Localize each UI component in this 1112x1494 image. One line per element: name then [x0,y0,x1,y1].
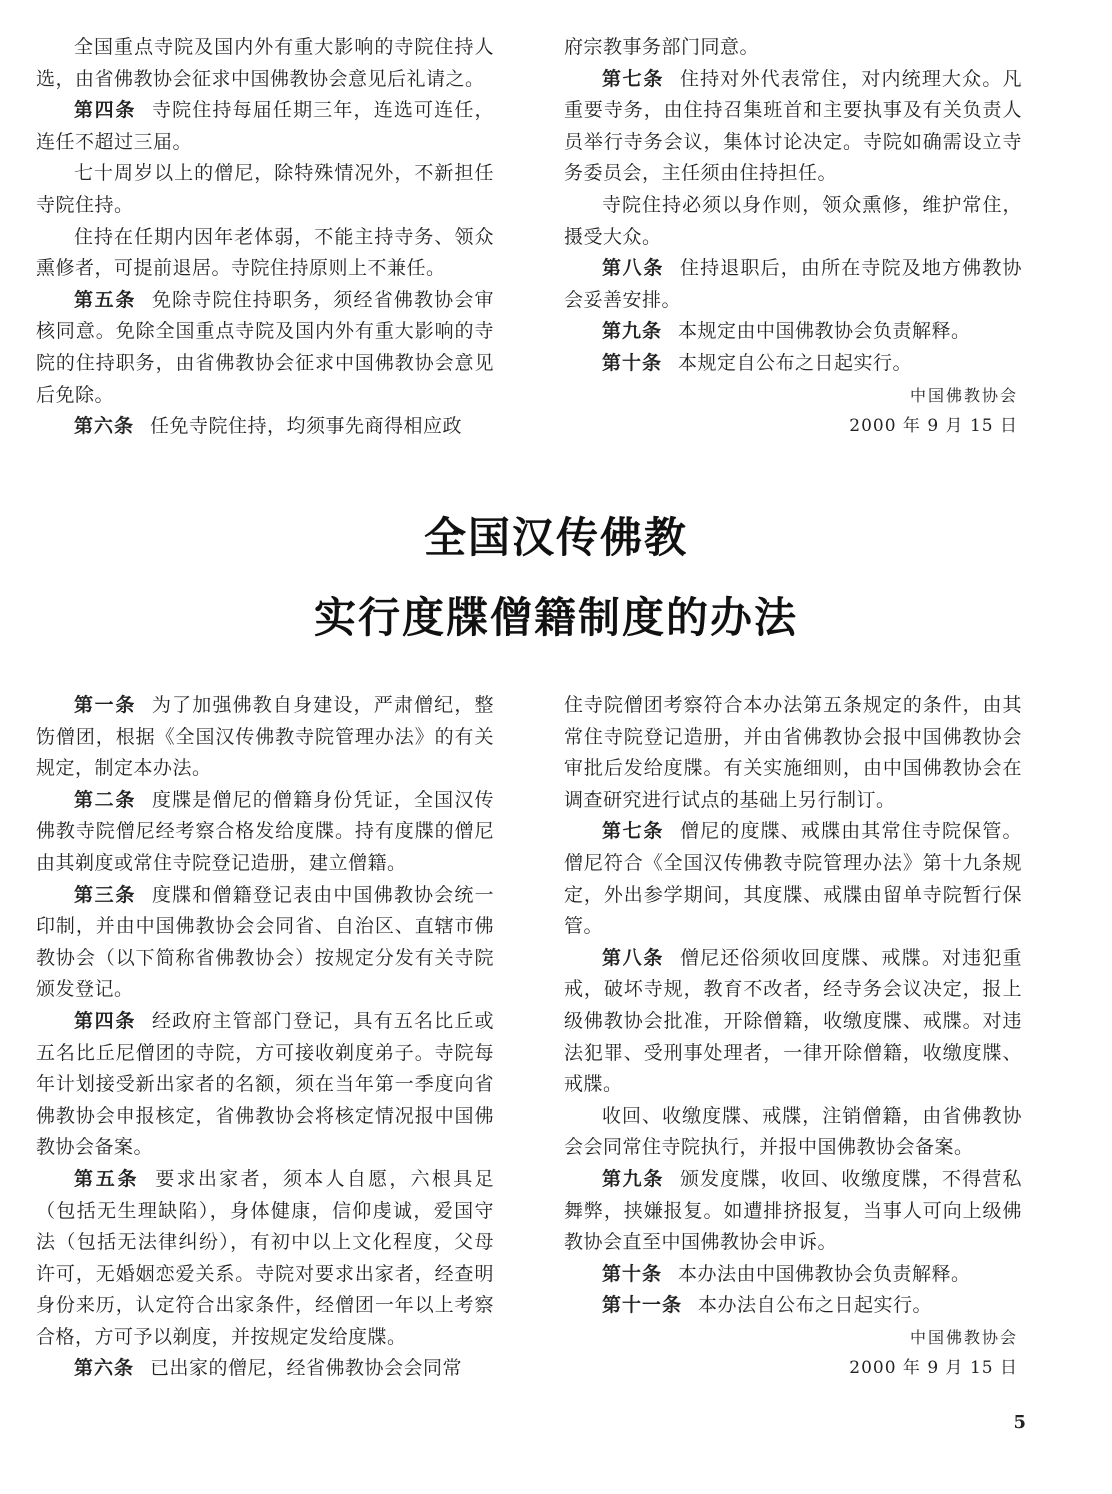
article-4 [36,1006,494,1164]
article-6 [36,411,494,443]
paragraph: 全国重点寺院及国内外有重大影响的寺院住持人选，由省佛教协会征求中国佛教协会意见后礼请之。 [36,36,494,90]
article-label: 第五条 [74,288,136,311]
article-label: 第七条 [602,67,664,90]
article-11 [564,1290,1022,1322]
bottom-left-column [36,690,494,1385]
signature: 中国佛教协会 [909,1327,1018,1347]
article-label: 第七条 [602,820,664,843]
article-8 [564,943,1022,1101]
date: 2000 年 9 月 15 日 [849,1358,1018,1379]
article-text: 本办法由中国佛教协会负责解释。 [678,1262,971,1285]
article-label: 第九条 [602,320,663,343]
article-text: 住持对外代表常住，对内统理大众。凡重要寺务，由住持召集班首和主要执事及有关负责人员举行寺务会议，集体讨论决定。寺院如确需设立寺务委员会，主任须由住持担任。 [564,67,1022,185]
article-text: 寺院住持每届任期三年，连选可连任，连任不超过三届。 [36,99,494,153]
article-7 [564,816,1022,942]
article-label: 第十一条 [602,1294,683,1317]
article-text: 度牒和僧籍登记表由中国佛教协会统一印制，并由中国佛教协会会同省、自治区、直辖市佛教协会（以下简称省佛教协会）按规定分发有关寺院颁发登记。 [36,883,494,1001]
article-text: 经政府主管部门登记，具有五名比丘或五名比丘尼僧团的寺院，方可接收剃度弟子。寺院每年计划接受新出家者的名额，须在当年第一季度向省佛教协会申报核定，省佛教协会将核定情况报中国佛教协会备案。 [36,1009,494,1159]
article-10 [564,1259,1022,1291]
article-label: 第二条 [74,788,136,811]
article-label: 第八条 [602,946,664,969]
top-left-column [36,32,494,443]
article-label: 第四条 [74,1009,136,1032]
bottom-right-column [564,690,1022,1385]
article-text: 已出家的僧尼，经省佛教协会会同常 [150,1357,463,1380]
article-label: 第十条 [602,351,663,374]
article-text: 任免寺院住持，均须事先商得相应政 [150,415,463,438]
document-title-line-1: 全国汉传佛教 [423,513,688,562]
article-text: 住持退职后，由所在寺院及地方佛教协会妥善安排。 [564,257,1022,311]
article-2 [36,785,494,880]
date: 2000 年 9 月 15 日 [849,416,1018,437]
paragraph: 七十周岁以上的僧尼，除特殊情况外，不新担任寺院住持。 [36,162,494,216]
article-9 [564,1164,1022,1259]
article-label: 第十条 [602,1262,663,1285]
article-1 [36,690,494,785]
signature: 中国佛教协会 [909,385,1018,405]
article-label: 第三条 [74,883,136,906]
continued-text: 住寺院僧团考察符合本办法第五条规定的条件，由其常住寺院登记造册，并由省佛教协会报中国佛教协会审批后发给度牒。有关实施细则，由中国佛教协会在 调查研究进行试点的基础上另行制订。 [564,694,1022,811]
article-9 [564,316,1022,348]
top-right-column [564,32,1022,443]
article-text: 僧尼的度牒、戒牒由其常住寺院保管。僧尼符合《全国汉传佛教寺院管理办法》第十九条规定，外出参学期间，其度牒、戒牒由留单寺院暂行保管。 [564,820,1022,938]
article-text: 僧尼还俗须收回度牒、戒牒。对违犯重戒，破坏寺规，教育不改者，经寺务会议决定，报上级佛教协会批准，开除僧籍，收缴度牒、戒牒。对违法犯罪、受刑事处理者，一律开除僧籍，收缴度牒、戒牒。 [564,946,1022,1096]
article-3 [36,880,494,1006]
article-7 [564,64,1022,190]
article-text: 本办法自公布之日起实行。 [698,1294,933,1317]
article-label: 第八条 [602,257,664,280]
article-text: 免除寺院住持职务，须经省佛教协会审核同意。免除全国重点寺院及国内外有重大影响的寺院的住持职务，由省佛教协会征求中国佛教协会意见后免除。 [36,288,494,406]
article-text: 为了加强佛教自身建设，严肃僧纪，整饬僧团，根据《全国汉传佛教寺院管理办法》的有关规定，制定本办法。 [36,694,494,780]
article-label: 第四条 [74,99,136,122]
article-text: 度牒是僧尼的僧籍身份凭证，全国汉传佛教寺院僧尼经考察合格发给度牒。持有度牒的僧尼由其剃度或常住寺院登记造册，建立僧籍。 [36,788,494,874]
article-label: 第六条 [74,1357,135,1380]
article-label: 第六条 [74,415,135,438]
paragraph: 收回、收缴度牒、戒牒，注销僧籍，由省佛教协会会同常住寺院执行，并报中国佛教协会备案。 [564,1104,1022,1159]
article-5 [36,1164,494,1354]
paragraph: 住持在任期内因年老体弱，不能主持寺务、领众熏修者，可提前退居。寺院住持原则上不兼任。 [36,225,494,280]
article-text: 本规定自公布之日起实行。 [678,351,913,374]
article-text: 要求出家者，须本人自愿，六根具足（包括无生理缺陷），身体健康，信仰虔诚，爱国守法（包括无法律纠纷），有初中以上文化程度，父母许可，无婚姻恋爱关系。寺院对要求出家者，经查明身份来历，认定符合出家条件，经僧团一年以上考察合格，方可予以剃度，并按规定发给度牒。 [36,1167,494,1348]
article-text: 本规定由中国佛教协会负责解释。 [678,320,971,343]
page-number: 5 [1013,1412,1026,1433]
document-title-line-2: 实行度牒僧籍制度的办法 [313,593,798,642]
article-label: 第一条 [74,694,136,716]
article-6 [36,1353,494,1385]
article-8 [564,253,1022,316]
article-label: 第九条 [602,1167,664,1190]
article-5 [36,285,494,411]
article-label: 第五条 [74,1167,140,1190]
article-10 [564,348,1022,380]
article-text: 颁发度牒，收回、收缴度牒，不得营私舞弊，挟嫌报复。如遭排挤报复，当事人可向上级佛教协会直至中国佛教协会申诉。 [564,1167,1022,1254]
paragraph: 寺院住持必须以身作则，领众熏修，维护常住，摄受大众。 [564,193,1022,248]
article-4 [36,95,494,158]
continued-text: 府宗教事务部门同意。 [564,36,760,58]
